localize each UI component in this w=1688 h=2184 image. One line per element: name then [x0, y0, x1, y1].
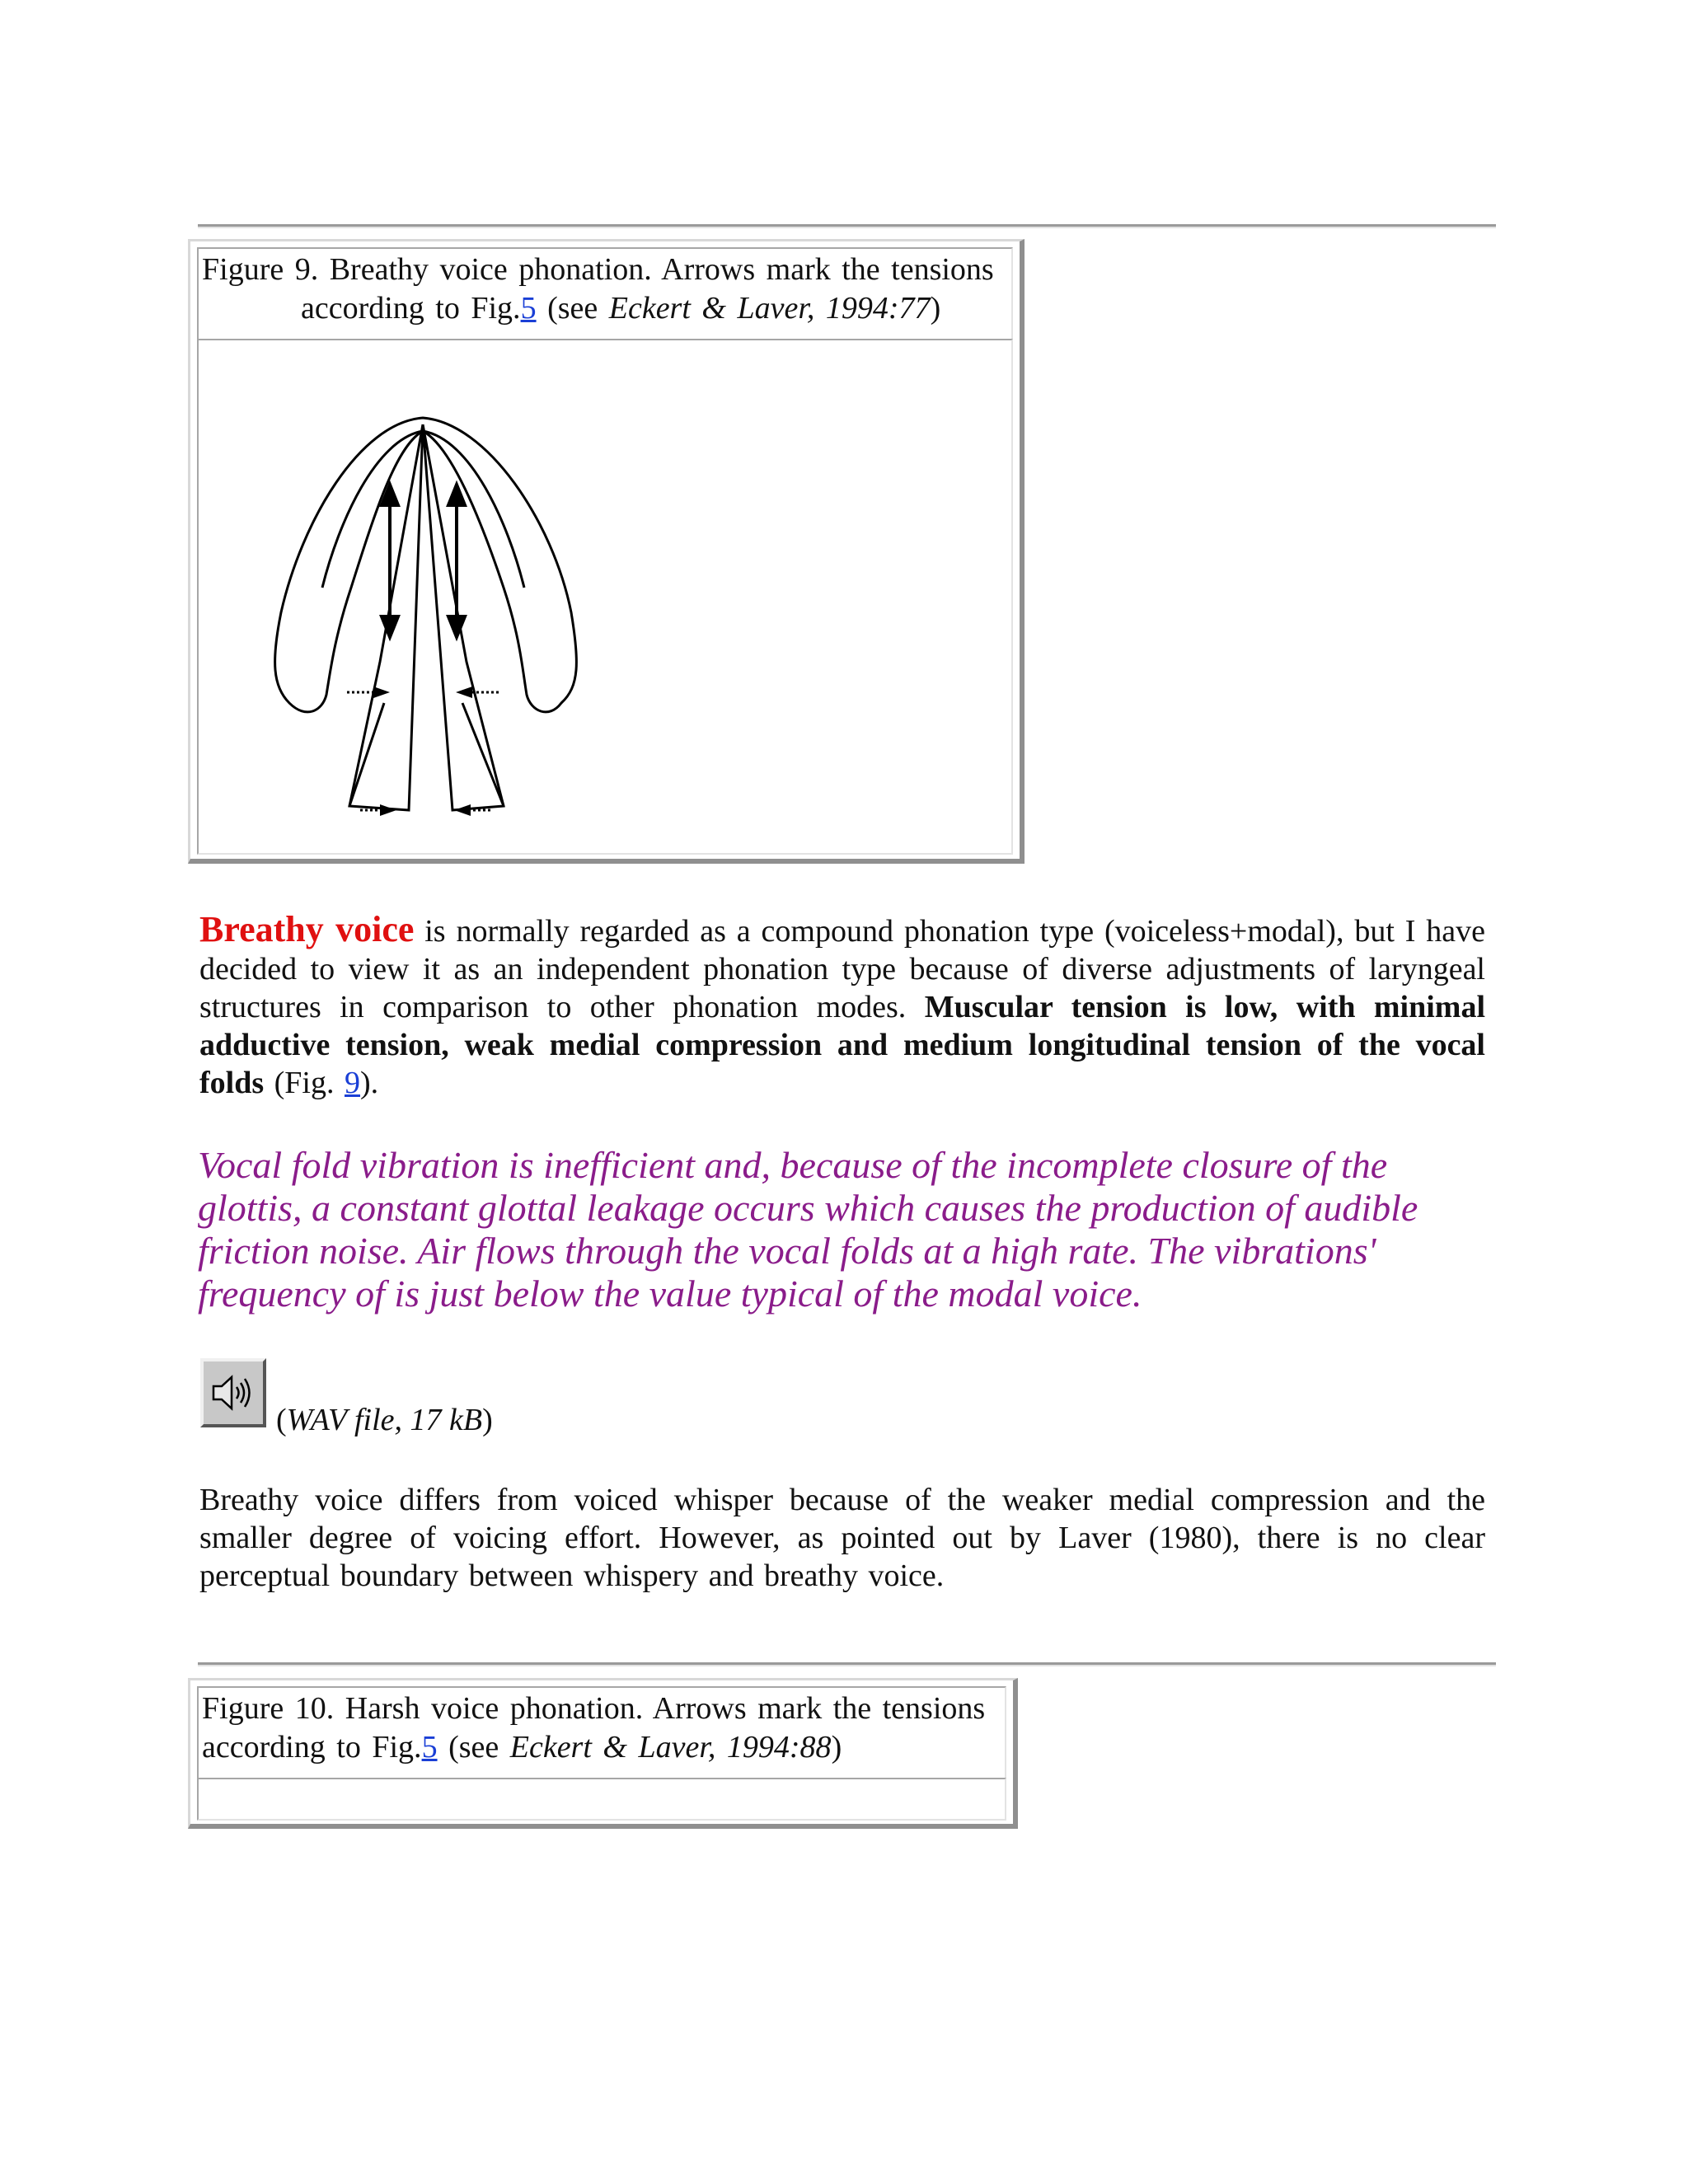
wav-file-label: (WAV file, 17 kB)	[276, 1403, 493, 1437]
vocal-fold-vibration-paragraph: Vocal fold vibration is inefficient and, because of the incomplete closure of the glottis, a constant glottal leakage occurs which causes the production of audible friction noise. Air flows through the vocal folds at a high rate. The vibrations' frequency of is just below the value typical of the modal voice.	[198, 1144, 1418, 1315]
play-sound-button[interactable]	[200, 1358, 266, 1427]
breathy-vs-whisper-paragraph: Breathy voice differs from voiced whisper because of the weaker medial compression and the smaller degree of voicing effort. However, as pointed out by Laver (1980), there is no clear perceptual boundary between whispery and breathy voice.	[199, 1483, 1485, 1593]
figure-5-link-2[interactable]: 5	[421, 1730, 438, 1765]
breathy-voice-heading: Breathy voice	[199, 909, 415, 949]
figure-10-caption-line1: Figure 10. Harsh voice phonation. Arrows mark the tensions	[202, 1691, 986, 1726]
wav-file-info: WAV file, 17 kB	[286, 1403, 483, 1437]
figure-10-table	[188, 1678, 1018, 1829]
figure-9-caption	[197, 247, 1013, 340]
top-rule	[198, 224, 1496, 228]
figure-9-table	[188, 239, 1025, 864]
figure-10-caption	[197, 1686, 1006, 1779]
figure-9-link[interactable]: 9	[345, 1066, 360, 1100]
breathy-voice-diagram	[199, 340, 1019, 853]
speaker-icon	[210, 1372, 256, 1413]
figure-10-caption-line2: according to Fig.5 (see Eckert & Laver, 1994:88)	[202, 1730, 842, 1765]
middle-rule	[198, 1662, 1496, 1666]
figure-5-link[interactable]: 5	[520, 291, 537, 326]
figure-9-image-cell	[197, 339, 1013, 855]
figure-10-image-cell	[197, 1778, 1006, 1821]
breathy-voice-paragraph: Breathy voice is normally regarded as a compound phonation type (voiceless+modal), but I have decided to view it as an independent phonation type because of diverse adjustments of laryngeal structures in comparison to other phonation modes. Muscular tension is low, with minimal adductive tension, weak medial compression and medium longitudinal tension of the vocal folds (Fig. 9).	[199, 909, 1486, 1100]
figure-9-caption-line1: Figure 9. Breathy voice phonation. Arrows mark the tensions	[202, 252, 994, 287]
citation-2: Eckert & Laver, 1994:88	[509, 1730, 832, 1765]
figure-9-caption-line2: according to Fig.5 (see Eckert & Laver, 1994:77)	[301, 291, 941, 326]
muscular-tension-bold: Muscular tension is low, with minimal adductive tension, weak medial compression and medium longitudinal tension of the vocal folds	[199, 990, 1486, 1100]
citation: Eckert & Laver, 1994:77	[608, 291, 931, 326]
